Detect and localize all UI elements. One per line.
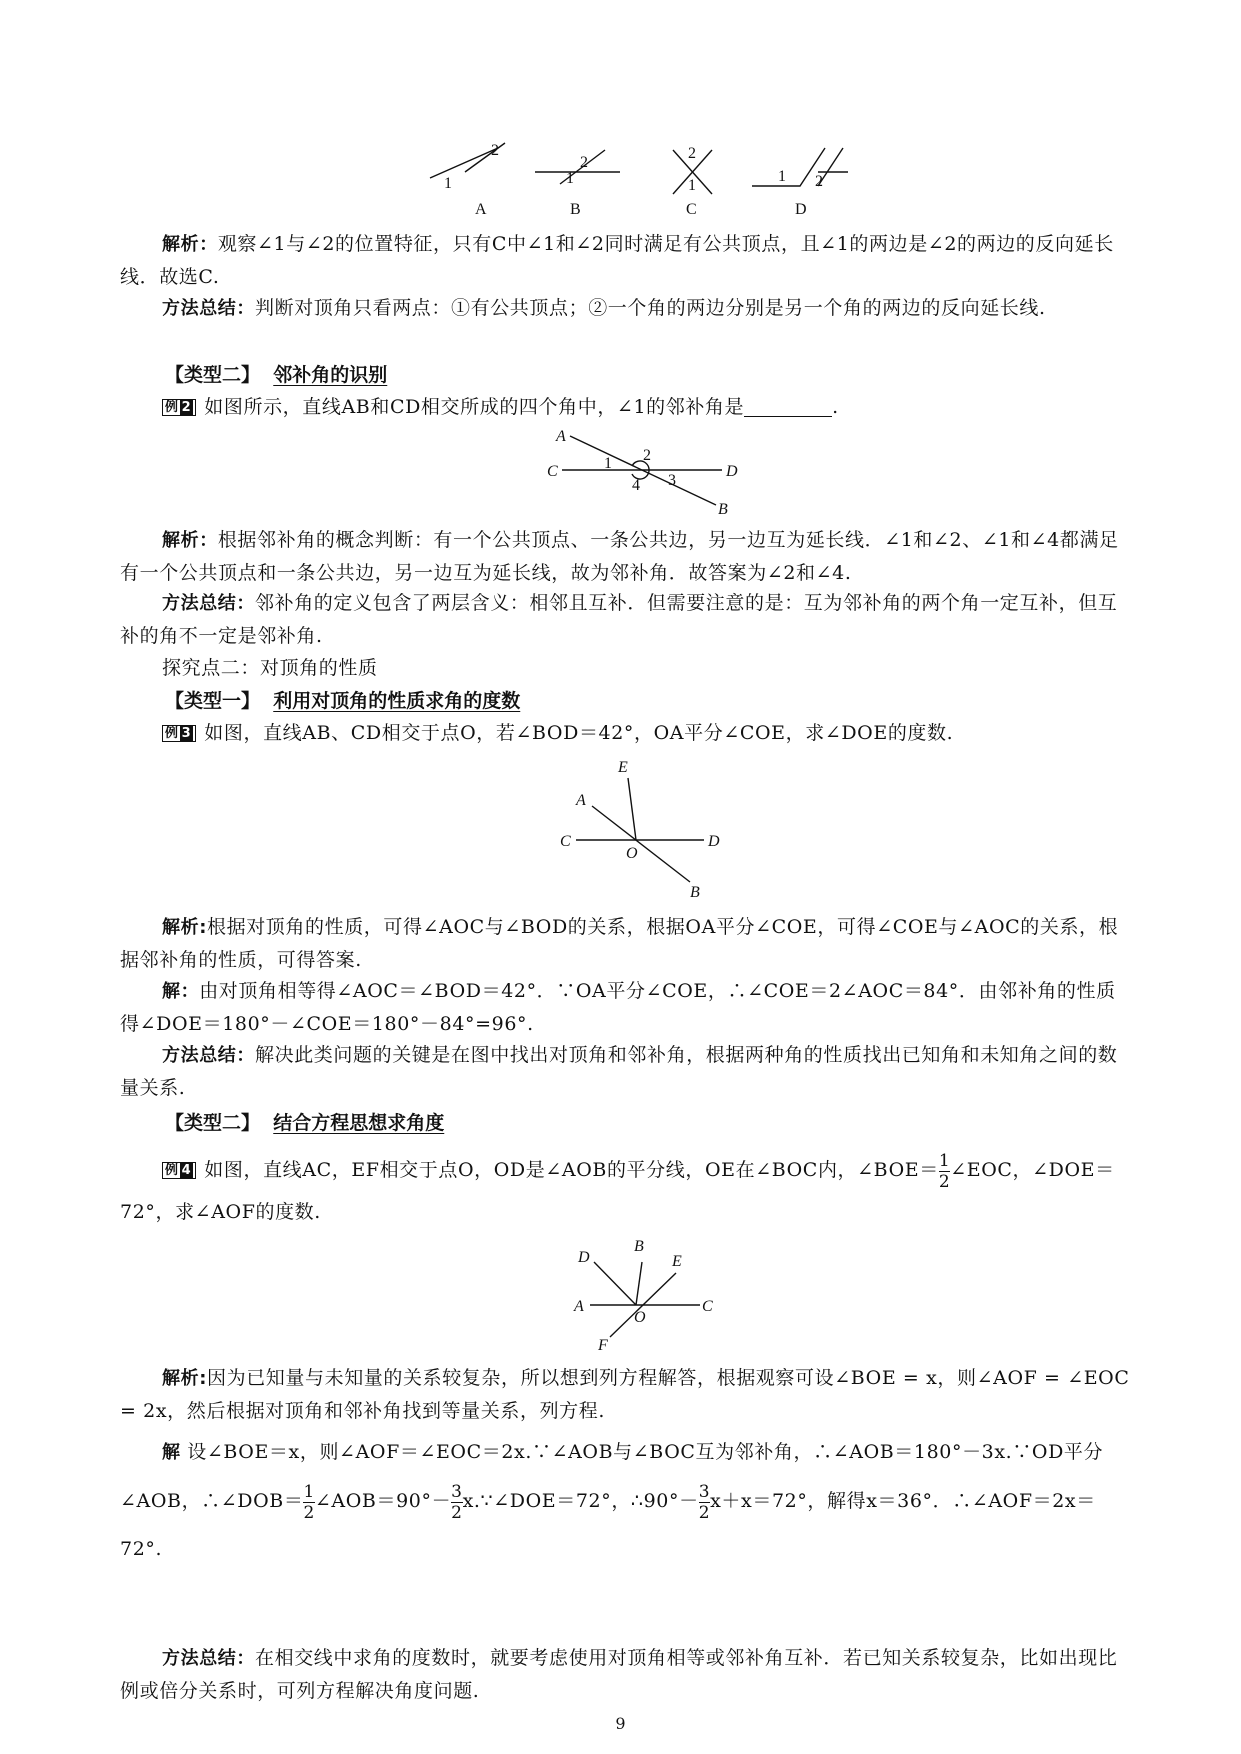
example-badge-tag: 例 (165, 400, 179, 415)
section-heading-type2-adjacent (165, 362, 387, 388)
example-badge: 例 3 (162, 725, 196, 742)
option-a-angle-2: 2 (491, 142, 499, 159)
ray-od (594, 1262, 636, 1305)
figure-label: A (574, 1298, 584, 1315)
section-heading-type2-equation: 【类型二】 结合方程思想求角度 (165, 1112, 445, 1134)
solution-paragraph-2: 解 设∠BOE＝x，则∠AOF＝∠EOC＝2x.∵∠AOB与∠BOC互为邻补角，∴∠AOB＝180°－3x.∵OD平分∠AOB，∴∠DOB＝ $\frac{1}{2}$ ∠AOB＝90°－ $\frac{3}{2}$ x.∵∠DOE＝72°，∴90°－ $\frac{3}{2}$ x＋x＝72°，解得x＝36°．∴∠AOF＝2x＝72°. (120, 1441, 1104, 1560)
figure-label: E (672, 1253, 682, 1270)
ray-oe (628, 778, 636, 840)
method-summary-1 (120, 292, 1130, 325)
figure-label: B (690, 884, 700, 901)
angle-arc (632, 461, 649, 479)
figure-label: 4 (632, 477, 640, 494)
line-ab (592, 806, 690, 882)
option-d-angle-1: 1 (778, 168, 786, 185)
line-ef (610, 1273, 676, 1337)
option-c-angle-2: 2 (688, 145, 696, 162)
solution-paragraph-1: 解：由对顶角相等得∠AOC＝∠BOD＝42°．∵OA平分∠COE，∴∠COE＝2∠AOC＝84°．由邻补角的性质得∠DOE＝180°－∠COE＝180°－84°=96°. (120, 980, 1116, 1035)
figure-label: B (634, 1238, 644, 1255)
option-a-label: A (475, 201, 487, 218)
figure-label: C (560, 833, 571, 850)
figure-label: A (556, 428, 566, 445)
option-c-angle-1: 1 (688, 177, 696, 194)
analysis-label: 解析： (162, 234, 218, 255)
option-a-figure (430, 143, 505, 178)
heading-title: 邻补角的识别 (273, 364, 388, 386)
example-badge: 例 4 (162, 1162, 196, 1179)
figure-label: 1 (604, 455, 612, 472)
option-a-angle-1: 1 (444, 175, 452, 192)
heading-tag: 【类型二】 (165, 364, 261, 386)
figure-label: B (718, 501, 728, 518)
method-text: 判断对顶角只看两点：①有公共顶点；②一个角的两边分别是另一个角的两边的反向延长线. (255, 297, 1046, 319)
section-heading-type1-vertical: 【类型一】 利用对顶角的性质求角的度数 (165, 690, 521, 712)
figure-label: E (618, 759, 628, 776)
option-d-figure (752, 148, 848, 186)
analysis-paragraph-2: 解析：根据邻补角的概念判断：有一个公共顶点、一条公共边，另一边互为延长线．∠1和∠2、∠1和∠4都满足有一个公共顶点和一条公共边，另一边互为延长线，故为邻补角．故答案为∠2和∠4. (120, 529, 1119, 584)
method-label: 方法总结： (162, 298, 255, 319)
ray-ob (636, 1262, 642, 1305)
analysis-paragraph-4: 解析:因为已知量与未知量的关系较复杂，所以想到列方程解答，根据观察可设∠BOE = x，则∠AOF = ∠EOC = 2x，然后根据对顶角和邻补角找到等量关系，列方程. (120, 1367, 1130, 1422)
example-2-end: . (832, 396, 839, 418)
answer-blank (744, 398, 832, 417)
figure-label: 3 (668, 472, 676, 489)
figure-label: D (708, 833, 720, 850)
analysis-paragraph-1 (120, 228, 1130, 294)
method-summary-4: 方法总结：在相交线中求角的度数时，就要考虑使用对顶角相等或邻补角互补．若已知关系较复杂，比如出现比例或倍分关系时，可列方程解决角度问题. (120, 1647, 1118, 1702)
figure-label: A (576, 792, 586, 809)
analysis-text: 观察∠1与∠2的位置特征，只有C中∠1和∠2同时满足有公共顶点，且∠1的两边是∠2的两边的反向延长线．故选C. (120, 233, 1114, 288)
example-3: 例 3 如图，直线AB、CD相交于点O，若∠BOD＝42°，OA平分∠COE，求∠DOE的度数. (162, 717, 1132, 750)
figure-label: F (598, 1337, 608, 1354)
option-c-figure (673, 150, 712, 194)
example-2-text: 如图所示，直线AB和CD相交所成的四个角中，∠1的邻补角是 (204, 396, 745, 418)
section-title-2: 探究点二：对顶角的性质 (162, 657, 378, 679)
line-ab (570, 436, 716, 505)
option-b-label: B (570, 201, 581, 218)
analysis-paragraph-3: 解析:根据对顶角的性质，可得∠AOC与∠BOD的关系，根据OA平分∠COE，可得∠COE与∠AOC的关系，根据邻补角的性质，可得答案. (120, 916, 1119, 971)
option-d-angle-2: 2 (815, 173, 823, 190)
method-summary-3: 方法总结：解决此类问题的关键是在图中找出对顶角和邻补角，根据两种角的性质找出已知角和未知角之间的数量关系. (120, 1044, 1118, 1099)
option-b-figure (535, 150, 620, 184)
figure-label: O (626, 845, 638, 862)
example-badge-number: 2 (181, 400, 192, 415)
example-badge (162, 399, 196, 416)
method-summary-2: 方法总结：邻补角的定义包含了两层含义：相邻且互补．但需要注意的是：互为邻补角的两个角一定互补，但互补的角不一定是邻补角. (120, 592, 1118, 647)
option-b-angle-2: 2 (580, 154, 588, 171)
figure-label: C (547, 463, 558, 480)
option-d-label: D (795, 201, 807, 218)
figure-label: 2 (643, 447, 651, 464)
figure-label: D (578, 1249, 590, 1266)
option-b-angle-1: 1 (566, 170, 574, 187)
figure-label: O (634, 1309, 646, 1326)
option-c-label: C (686, 201, 697, 218)
example-4: 例 4 如图，直线AC，EF相交于点O，OD是∠AOB的平分线，OE在∠BOC内，∠BOE＝ $\frac{1}{2}$ ∠EOC，∠DOE＝72°，求∠AOF的度数. (120, 1150, 1115, 1223)
figure-label: D (726, 463, 738, 480)
example-2 (162, 391, 1132, 424)
page-number: 9 (615, 1714, 626, 1733)
figure-label: C (702, 1298, 713, 1315)
